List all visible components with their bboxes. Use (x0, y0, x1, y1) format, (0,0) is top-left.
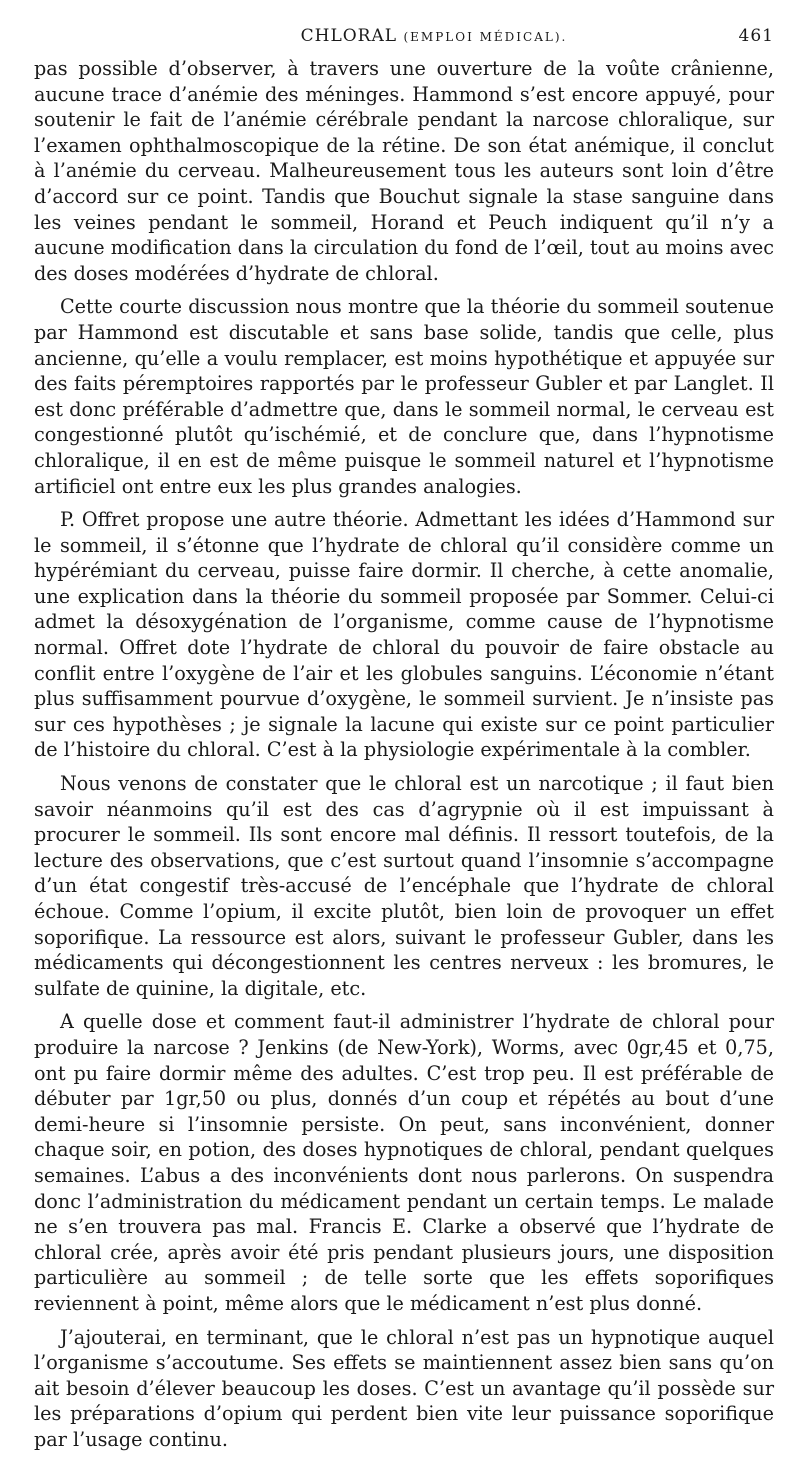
paragraph-6: J’ajouterai, en terminant, que le chloral n’est pas un hypnotique auquel l’organisme s’accoutume. Ses effets se maintiennent assez bien sans qu’on ait besoin d’élever beaucoup les doses. C’est un avantage qu’il possède sur les préparations d’opium qui perdent bien vite leur puissance soporifique par l’usage continu. (34, 1325, 774, 1451)
running-title-sub: (EMPLOI MÉDICAL). (403, 30, 568, 44)
page-number: 461 (738, 26, 774, 46)
book-page (34, 26, 774, 1460)
paragraph-3: P. Offret propose une autre théorie. Admettant les idées d’Hammond sur le sommeil, il s’étonne que l’hydrate de chloral qu’il considère comme un hypérémiant du cerveau, puisse faire dormir. Il cherche, à cette anomalie, une explication dans la théorie du sommeil proposée par Sommer. Celui-ci admet la désoxygénation de l’organisme, comme cause de l’hypnotisme normal. Offret dote l’hydrate de chloral du pouvoir de faire obstacle au conflit entre l’oxygène de l’air et les globules sanguins. L’économie n’étant plus suffisamment pourvue d’oxygène, le sommeil survient. Je n’insiste pas sur ces hypothèses ; je signale la lacune qui existe sur ce point particulier de l’histoire du chloral. C’est à la physiologie expérimentale à la combler. (34, 508, 774, 762)
paragraph-2: Cette courte discussion nous montre que la théorie du sommeil soutenue par Hammond est discutable et sans base solide, tandis que celle, plus ancienne, qu’elle a voulu remplacer, est moins hypothétique et appuyée sur des faits péremptoires rapportés par le professeur Gubler et par Langlet. Il est donc préférable d’admettre que, dans le sommeil normal, le cerveau est congestionné plutôt qu’ischémié, et de conclure que, dans l’hypnotisme chloralique, il en est de même puisque le sommeil naturel et l’hypnotisme artificiel ont entre eux les plus grandes analogies. (34, 295, 774, 498)
paragraph-5: A quelle dose et comment faut-il administrer l’hydrate de chloral pour produire la narcose ? Jenkins (de New-York), Worms, avec 0gr,45 et 0,75, ont pu faire dormir même des adultes. C’est trop peu. Il est préférable de débuter par 1gr,50 ou plus, donnés d’un coup et répétés au bout d’une demi-heure si l’insomnie persiste. On peut, sans inconvénient, donner chaque soir, en potion, des doses hypnotiques de chloral, pendant quelques semaines. L’abus a des inconvénients dont nous parlerons. On suspendra donc l’administration du médicament pendant un certain temps. Le malade ne s’en trouvera pas mal. Francis E. Clarke a observé que l’hydrate de chloral crée, après avoir été pris pendant plusieurs jours, une disposition particulière au sommeil ; de telle sorte que les effets soporifiques reviennent à point, même alors que le médicament n’est plus donné. (34, 1010, 774, 1315)
running-title (301, 26, 568, 46)
body-text (34, 56, 774, 1452)
running-title-main: CHLORAL (300, 26, 398, 46)
paragraph-1: pas possible d’observer, à travers une ouverture de la voûte crânienne, aucune trace d’anémie des méninges. Hammond s’est encore appuyé, pour soutenir le fait de l’anémie cérébrale pendant la narcose chloralique, sur l’examen ophthalmoscopique de la rétine. De son état anémique, il conclut à l’anémie du cerveau. Malheureusement tous les auteurs sont loin d’être d’accord sur ce point. Tandis que Bouchut signale la stase sanguine dans les veines pendant le sommeil, Horand et Peuch indiquent qu’il n’y a aucune modification dans la circulation du fond de l’œil, tout au moins avec des doses modérées d’hydrate de chloral. (34, 57, 774, 285)
paragraph-4: Nous venons de constater que le chloral est un narcotique ; il faut bien savoir néanmoins qu’il est des cas d’agrypnie où il est impuissant à procurer le sommeil. Ils sont encore mal définis. Il ressort toutefois, de la lecture des observations, que c’est surtout quand l’insomnie s’accompagne d’un état congestif très-accusé de l’encéphale que l’hydrate de chloral échoue. Comme l’opium, il excite plutôt, bien loin de provoquer un effet soporifique. La ressource est alors, suivant le professeur Gubler, dans les médicaments qui décongestionnent les centres nerveux : les bromures, le sulfate de quinine, la digitale, etc. (34, 772, 774, 1000)
running-header (34, 26, 774, 56)
